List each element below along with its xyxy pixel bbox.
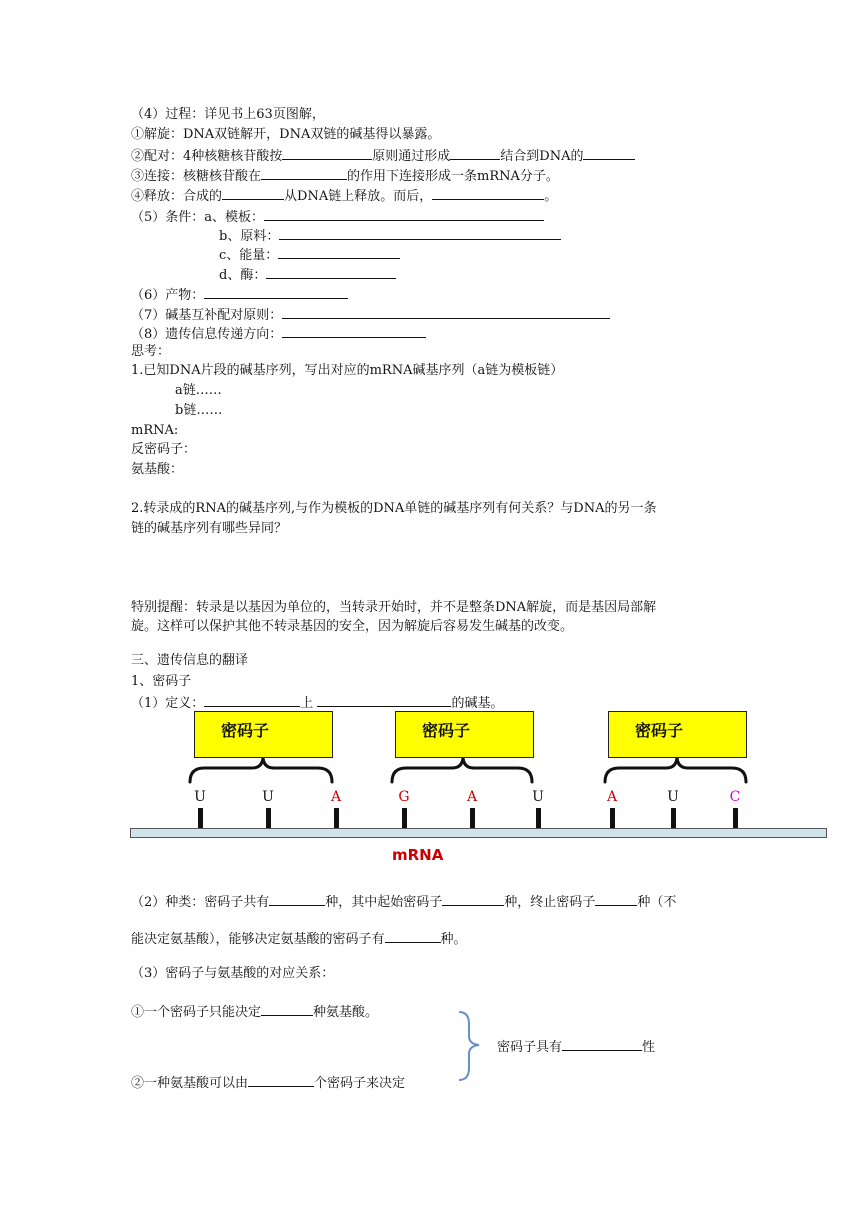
correspondence-1: ①一个密码子只能决定 种氨基酸。 [131, 1002, 378, 1022]
base-tick [334, 808, 339, 828]
condition-material: b、原料： [219, 226, 561, 246]
base-letter: A [330, 789, 342, 805]
correspondence-heading: （3）密码子与氨基酸的对应关系： [131, 966, 335, 981]
base-letter: A [466, 789, 478, 805]
base-letter: G [398, 789, 410, 805]
mrna-label: mRNA [392, 846, 444, 864]
base-tick [402, 808, 407, 828]
blank[interactable] [595, 892, 637, 906]
blank[interactable] [385, 929, 441, 943]
codon-types-line1: （2）种类：密码子共有 种，其中起始密码子 种，终止密码子 种（不 [131, 892, 676, 912]
correspondence-2: ②一种氨基酸可以由 个密码子来决定 [131, 1073, 405, 1093]
brace-2 [392, 758, 532, 782]
mrna-answer: mRNA: [131, 423, 179, 438]
info-direction: （8）遗传信息传递方向： [131, 324, 426, 344]
base-tick [470, 808, 475, 828]
base-letter: U [262, 789, 274, 805]
b-strand: b链…… [175, 403, 223, 418]
base-tick [671, 808, 676, 828]
grouping-brace-icon [455, 1010, 495, 1082]
base-tick [610, 808, 615, 828]
base-letter: A [606, 789, 618, 805]
reminder-line1: 特别提醒：转录是以基因为单位的，当转录开始时，并不是整条DNA解旋，而是基因局部解 [131, 600, 657, 615]
base-tick [266, 808, 271, 828]
codon-box: 密码子 [608, 711, 747, 758]
base-pairing-rule: （7）碱基互补配对原则： [131, 305, 610, 325]
question-2-line1: 2.转录成的RNA的碱基序列,与作为模板的DNA单链的碱基序列有何关系？与DNA的另一条 [131, 501, 657, 516]
codon-box: 密码子 [194, 711, 333, 758]
codon-property: 密码子具有 性 [497, 1037, 655, 1057]
codon-box: 密码子 [395, 711, 534, 758]
question-2-line2: 链的碱基序列有哪些异同？ [131, 521, 288, 536]
step-link: ③连接：核糖核苷酸在 的作用下连接形成一条mRNA分子。 [131, 166, 559, 186]
blank[interactable] [269, 892, 325, 906]
base-letter: U [194, 789, 206, 805]
anticodon-answer: 反密码子： [131, 442, 197, 457]
blank[interactable] [248, 1073, 314, 1087]
step-pairing: ②配对：4种核糖核苷酸按 原则通过形成 结合到DNA的 [131, 146, 635, 166]
base-letter: U [532, 789, 544, 805]
question-1: 1.已知DNA片段的碱基序列，写出对应的mRNA碱基序列（a链为模板链） [131, 363, 564, 378]
codon-heading: 1、密码子 [131, 674, 192, 689]
blank[interactable] [261, 1002, 313, 1016]
base-tick [198, 808, 203, 828]
condition-energy: c、能量： [219, 245, 400, 265]
mrna-strand [130, 828, 827, 838]
brace-3 [605, 758, 746, 782]
blank[interactable] [442, 892, 504, 906]
codon-types-line2: 能决定氨基酸），能够决定氨基酸的密码子有 种。 [131, 929, 467, 949]
condition-template: （5）条件：a、模板： [131, 207, 544, 227]
base-letter: C [729, 789, 741, 805]
a-strand: a链…… [175, 383, 222, 398]
base-tick [733, 808, 738, 828]
step-release: ④释放：合成的 从DNA链上释放。而后， 。 [131, 186, 557, 206]
amino-acid-answer: 氨基酸： [131, 462, 184, 477]
reminder-line2: 旋。这样可以保护其他不转录基因的安全，因为解旋后容易发生碱基的改变。 [131, 619, 574, 634]
think-heading: 思考： [131, 344, 171, 359]
brace-1 [190, 758, 332, 782]
base-letter: U [667, 789, 679, 805]
section-heading: 三、遗传信息的翻译 [131, 653, 249, 668]
base-tick [536, 808, 541, 828]
step-heading: （4）过程：详见书上63页图解， [131, 107, 325, 122]
blank[interactable] [562, 1037, 642, 1051]
codon-definition: （1）定义： 上 的碱基。 [131, 693, 503, 713]
product: （6）产物： [131, 285, 348, 305]
condition-enzyme: d、酶： [219, 265, 396, 285]
step-unwind: ①解旋：DNA双链解开，DNA双链的碱基得以暴露。 [131, 127, 441, 142]
